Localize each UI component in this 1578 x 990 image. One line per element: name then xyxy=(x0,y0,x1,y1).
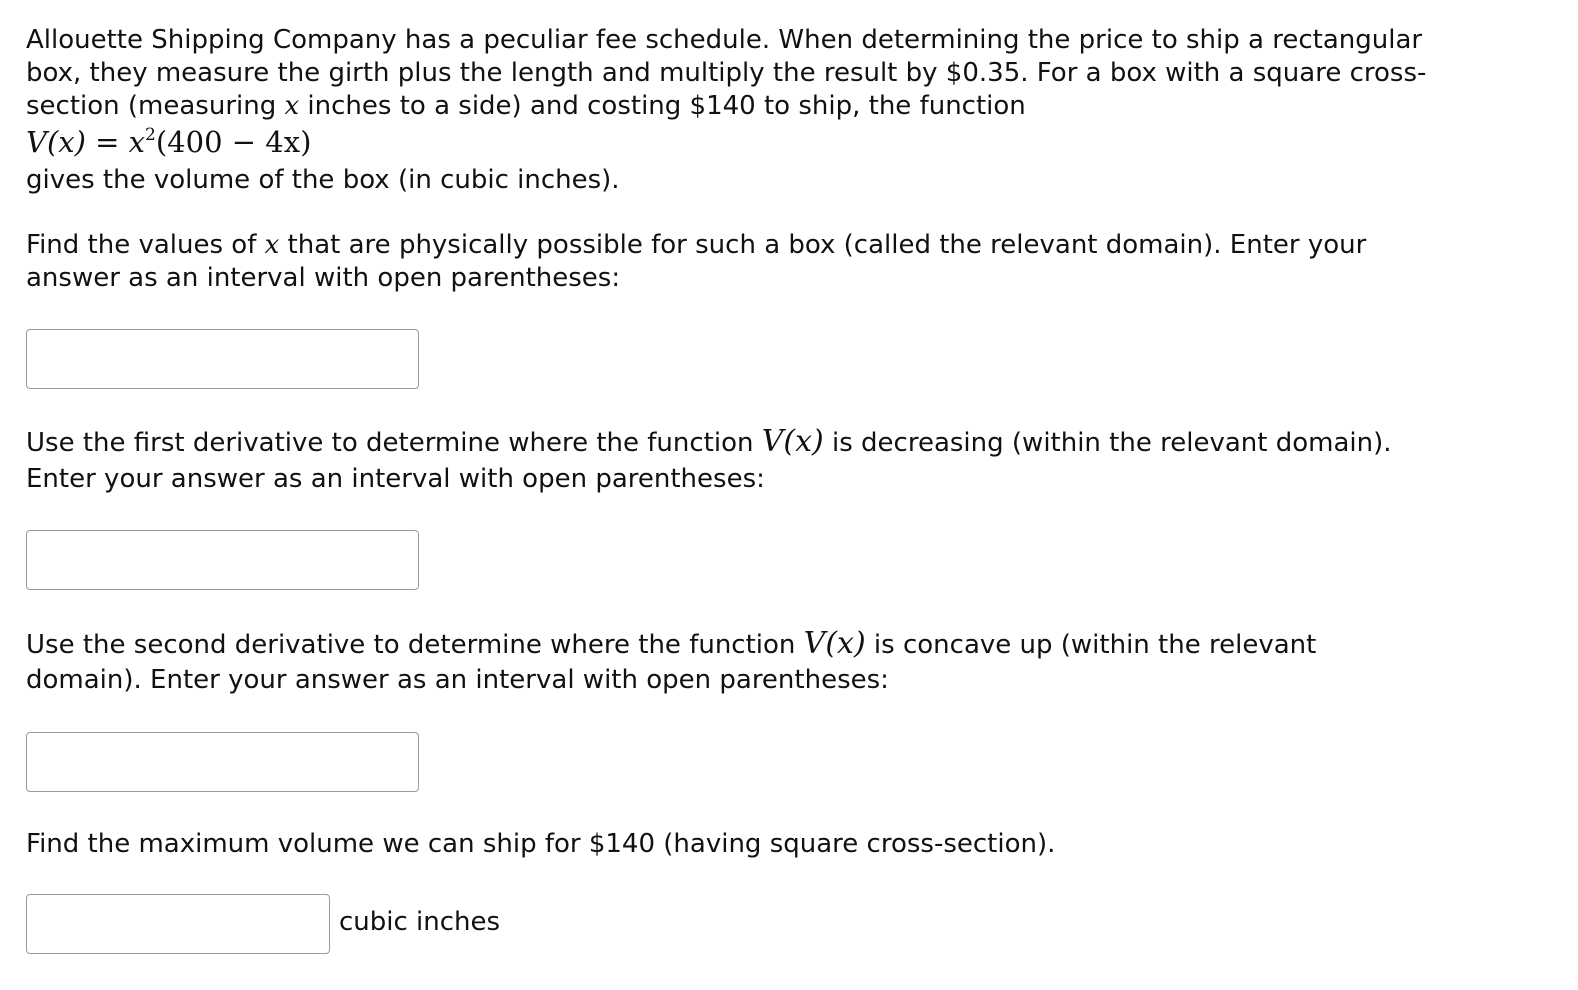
formula-lhs: V xyxy=(26,125,47,159)
formula-rhs: (400 − 4x) xyxy=(155,125,312,159)
intro-line-3-post: inches to a side) and costing $140 to ship, the function xyxy=(299,91,1026,121)
variable-x: x xyxy=(264,230,280,260)
intro-line-1: Allouette Shipping Company has a peculiar fee schedule. When determining the price to ship a rectangular xyxy=(26,25,1423,55)
q3-line-1-pre: Use the second derivative to determine where the function xyxy=(26,630,804,660)
function-v-of-x: V(x) xyxy=(803,626,866,661)
q2-line-1-pre: Use the first derivative to determine where the function xyxy=(26,428,762,458)
concave-up-interval-input[interactable] xyxy=(26,732,419,792)
intro-line-3-pre: section (measuring xyxy=(26,91,285,121)
intro-line-2: box, they measure the girth plus the length and multiply the result by $0.35. For a box with a square cross- xyxy=(26,58,1427,88)
function-v-of-x: V(x) xyxy=(761,424,824,459)
q3-line-1 xyxy=(26,627,1316,662)
q2-line-1 xyxy=(26,425,1391,460)
q1-line-2: answer as an interval with open parentheses: xyxy=(26,263,621,293)
q3-line-1-post: is concave up (within the relevant xyxy=(865,630,1317,660)
formula-exponent: 2 xyxy=(145,125,156,145)
q3-line-2: domain). Enter your answer as an interval with open parentheses: xyxy=(26,665,889,695)
formula-eq: = x xyxy=(85,125,146,159)
decreasing-interval-input[interactable] xyxy=(26,530,419,590)
q1-line-1-pre: Find the values of xyxy=(26,230,265,260)
q1-line-1 xyxy=(26,229,1366,262)
variable-x: x xyxy=(284,91,300,121)
intro-line-5: gives the volume of the box (in cubic inches). xyxy=(26,165,620,195)
volume-formula xyxy=(26,124,311,160)
maximum-volume-input[interactable] xyxy=(26,894,330,954)
q4-line-1: Find the maximum volume we can ship for $140 (having square cross-section). xyxy=(26,829,1056,859)
q2-line-2: Enter your answer as an interval with open parentheses: xyxy=(26,464,765,494)
q2-line-1-post: is decreasing (within the relevant domain). xyxy=(823,428,1392,458)
intro-line-3 xyxy=(26,90,1026,123)
volume-unit-label: cubic inches xyxy=(339,907,501,937)
formula-arg: (x) xyxy=(46,125,86,159)
relevant-domain-input[interactable] xyxy=(26,329,419,389)
q1-line-1-post: that are physically possible for such a box (called the relevant domain). Enter your xyxy=(279,230,1367,260)
